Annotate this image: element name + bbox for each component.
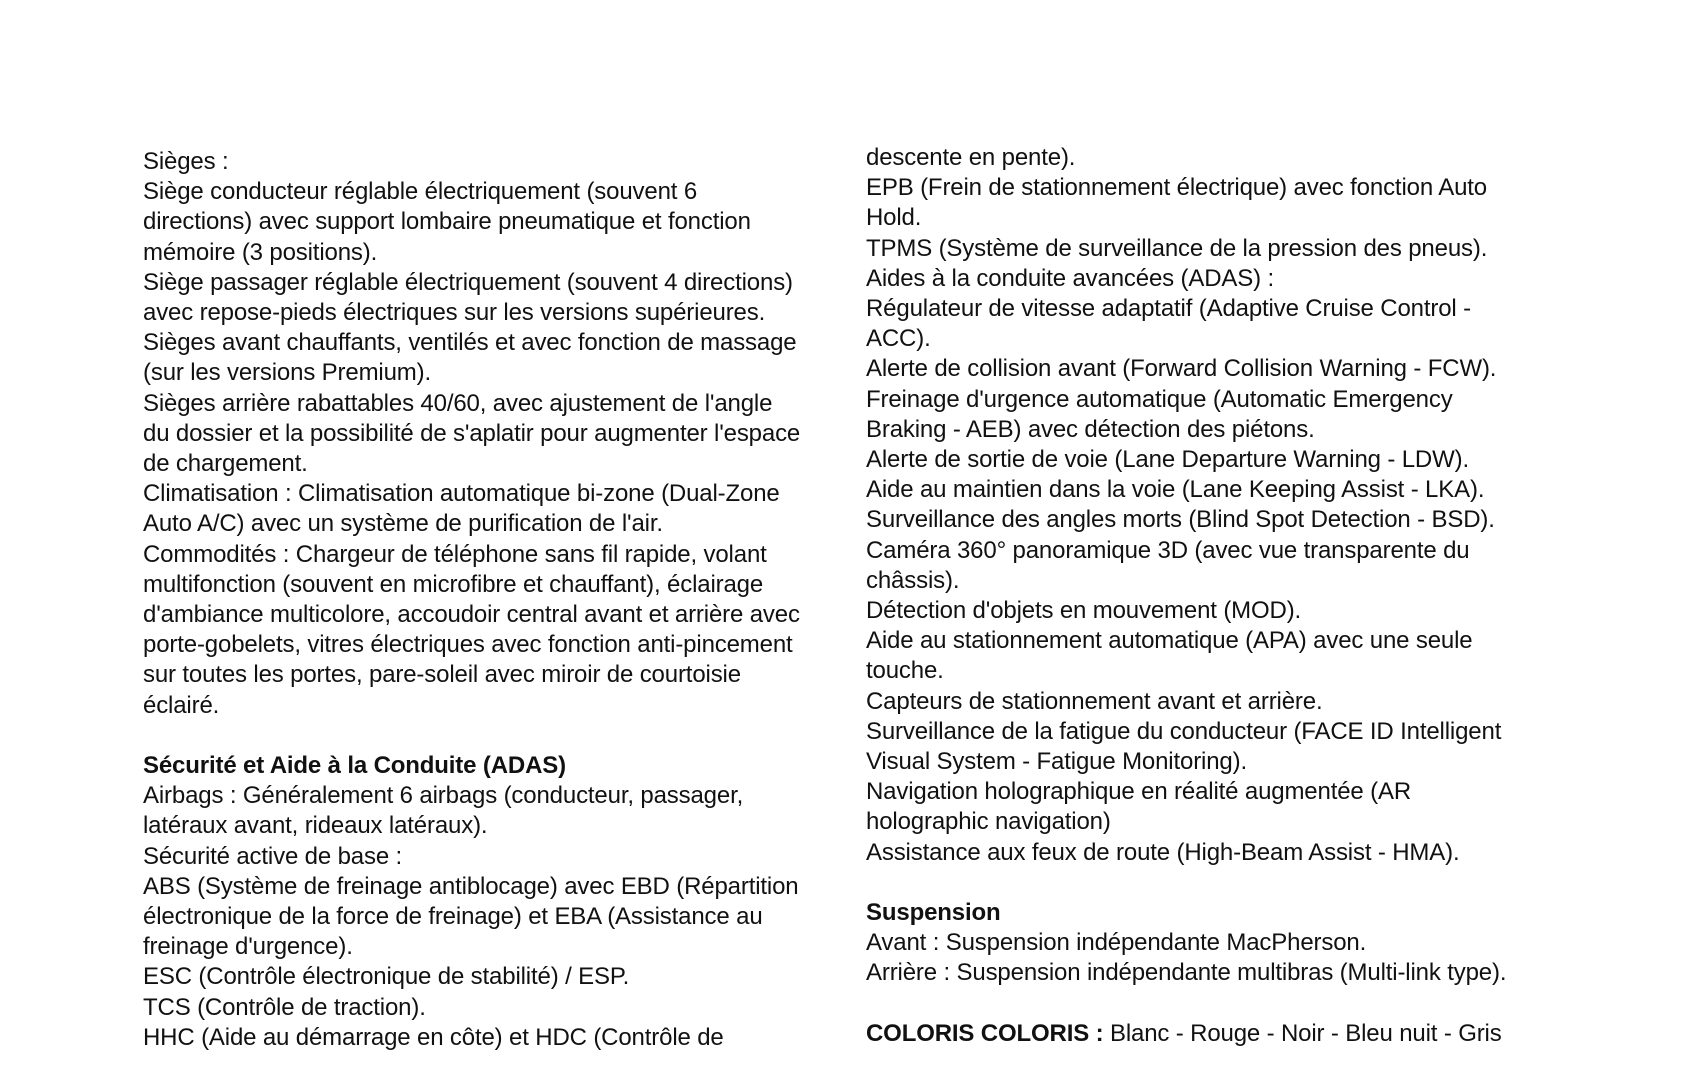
text-line: Hold. xyxy=(866,204,922,232)
paragraph-gap xyxy=(143,721,863,751)
text-line: électronique de la force de freinage) et EBA (Assistance au xyxy=(143,903,763,931)
text-line: Alerte de collision avant (Forward Collision Warning - FCW). xyxy=(866,355,1497,383)
text-line: holographic navigation) xyxy=(866,808,1111,836)
text-line: multifonction (souvent en microfibre et chauffant), éclairage xyxy=(143,570,764,598)
paragraph-gap xyxy=(866,868,1666,898)
text-line: directions) avec support lombaire pneumatique et fonction xyxy=(143,208,751,236)
text-line: Freinage d'urgence automatique (Automatic Emergency xyxy=(866,385,1453,413)
text-line: Commodités : Chargeur de téléphone sans fil rapide, volant xyxy=(143,540,767,568)
text-line: touche. xyxy=(866,657,944,685)
text-line: Siège conducteur réglable électriquement (souvent 6 xyxy=(143,178,698,206)
text-line: Auto A/C) avec un système de purification de l'air. xyxy=(143,510,663,538)
text-line: du dossier et la possibilité de s'aplatir pour augmenter l'espace xyxy=(143,419,801,447)
coloris-label: COLORIS COLORIS : xyxy=(866,1019,1104,1047)
text-line: Régulateur de vitesse adaptatif (Adaptive Cruise Control - xyxy=(866,295,1471,323)
text-line: (sur les versions Premium). xyxy=(143,359,432,387)
text-line: Capteurs de stationnement avant et arrière. xyxy=(866,687,1323,715)
text-line: Détection d'objets en mouvement (MOD). xyxy=(866,597,1302,625)
text-line: Surveillance des angles morts (Blind Spot Detection - BSD). xyxy=(866,506,1495,534)
text-line: Braking - AEB) avec détection des piétons. xyxy=(866,415,1315,443)
text-line: Avant : Suspension indépendante MacPherson. xyxy=(866,929,1367,957)
text-line: Climatisation : Climatisation automatique bi-zone (Dual-Zone xyxy=(143,480,780,508)
text-line: châssis). xyxy=(866,566,960,594)
text-line: Navigation holographique en réalité augmentée (AR xyxy=(866,778,1412,806)
text-line: Sièges avant chauffants, ventilés et avec fonction de massage xyxy=(143,329,797,357)
section-heading-suspension: Suspension xyxy=(866,899,1001,927)
text-line: HHC (Aide au démarrage en côte) et HDC (Contrôle de xyxy=(143,1023,724,1051)
text-line: Arrière : Suspension indépendante multibras (Multi-link type). xyxy=(866,959,1507,987)
left-column xyxy=(143,147,863,1053)
text-line: mémoire (3 positions). xyxy=(143,238,378,266)
text-line: Surveillance de la fatigue du conducteur (FACE ID Intelligent xyxy=(866,717,1502,745)
text-line: avec repose-pieds électriques sur les versions supérieures. xyxy=(143,299,766,327)
text-line: descente en pente). xyxy=(866,144,1076,171)
text-line: Caméra 360° panoramique 3D (avec vue transparente du xyxy=(866,536,1470,564)
text-line: d'ambiance multicolore, accoudoir central avant et arrière avec xyxy=(143,601,800,629)
text-line: Siège passager réglable électriquement (souvent 4 directions) xyxy=(143,268,793,296)
text-line: freinage d'urgence). xyxy=(143,933,353,961)
text-line: de chargement. xyxy=(143,450,308,478)
text-line: EPB (Frein de stationnement électrique) avec fonction Auto xyxy=(866,174,1487,202)
text-line: Aides à la conduite avancées (ADAS) : xyxy=(866,264,1275,292)
text-line: Sécurité active de base : xyxy=(143,842,403,870)
paragraph-gap xyxy=(866,989,1666,1019)
coloris-line xyxy=(866,1019,1666,1049)
text-line: Assistance aux feux de route (High-Beam Assist - HMA). xyxy=(866,838,1460,866)
text-line: latéraux avant, rideaux latéraux). xyxy=(143,812,488,840)
text-line: Sièges : xyxy=(143,148,229,175)
text-line: Sièges arrière rabattables 40/60, avec ajustement de l'angle xyxy=(143,389,773,417)
text-line: ACC). xyxy=(866,325,931,353)
section-heading-safety: Sécurité et Aide à la Conduite (ADAS) xyxy=(143,752,566,780)
text-line: éclairé. xyxy=(143,691,220,719)
text-line: porte-gobelets, vitres électriques avec fonction anti-pincement xyxy=(143,631,793,659)
text-line: TPMS (Système de surveillance de la pression des pneus). xyxy=(866,234,1488,262)
text-line: Airbags : Généralement 6 airbags (conducteur, passager, xyxy=(143,782,744,810)
coloris-values: Blanc - Rouge - Noir - Bleu nuit - Gris xyxy=(1103,1019,1502,1047)
text-line: ESC (Contrôle électronique de stabilité) / ESP. xyxy=(143,963,630,991)
text-line: Aide au stationnement automatique (APA) avec une seule xyxy=(866,627,1473,655)
right-column xyxy=(866,143,1666,1049)
text-line: sur toutes les portes, pare-soleil avec miroir de courtoisie xyxy=(143,661,741,689)
text-line: Visual System - Fatigue Monitoring). xyxy=(866,748,1247,776)
text-line: Aide au maintien dans la voie (Lane Keeping Assist - LKA). xyxy=(866,476,1485,504)
text-line: TCS (Contrôle de traction). xyxy=(143,993,426,1021)
text-line: Alerte de sortie de voie (Lane Departure Warning - LDW). xyxy=(866,446,1469,474)
text-line: ABS (Système de freinage antiblocage) avec EBD (Répartition xyxy=(143,872,799,900)
